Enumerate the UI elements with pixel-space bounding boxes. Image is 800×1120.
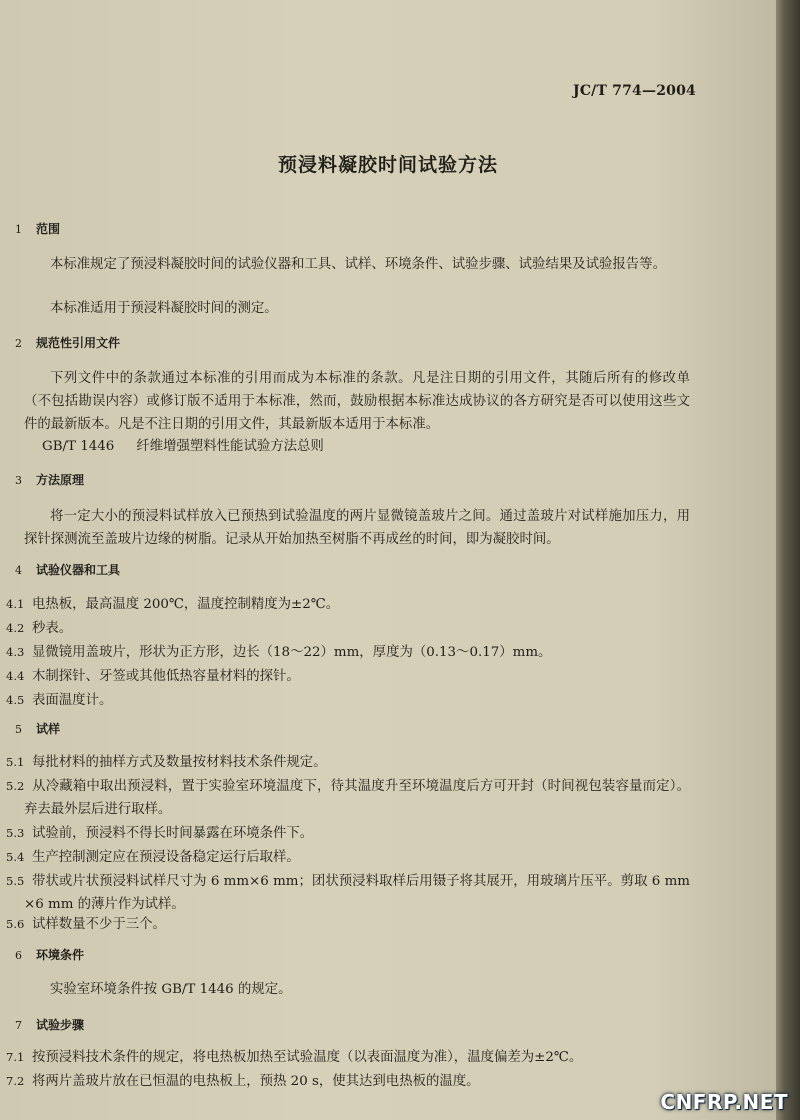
section-5-heading: 5 试样: [15, 722, 61, 736]
section-1-heading: 1 范围: [15, 222, 61, 236]
section-1-paragraph-2: 本标准适用于预浸料凝胶时间的测定。: [50, 301, 278, 316]
section-4-heading: 4 试验仪器和工具: [15, 563, 121, 577]
section-7-heading: 7 试验步骤: [15, 1018, 85, 1032]
clause-5-3: 5.3 试验前，预浸料不得长时间暴露在环境条件下。: [6, 826, 314, 841]
section-1-paragraph-1: 本标准规定了预浸料凝胶时间的试验仪器和工具、试样、环境条件、试验步骤、试验结果及试验报告等。: [50, 257, 666, 272]
book-binding-edge: [776, 0, 800, 1120]
clause-4-2: 4.2 秒表。: [6, 621, 73, 636]
site-watermark-logo: CNFRP.NET: [660, 1090, 788, 1114]
normative-reference: [42, 435, 324, 454]
clause-4-5: 4.5 表面温度计。: [6, 693, 113, 708]
section-6-heading: 6 环境条件: [15, 948, 85, 962]
clause-4-1: 4.1 电热板，最高温度 200℃，温度控制精度为±2℃。: [6, 597, 340, 612]
section-3-paragraph-1: 将一定大小的预浸料试样放入已预热到试验温度的两片显微镜盖玻片之间。通过盖玻片对试样施加压力，用探针探测流至盖玻片边缘的树脂。记录从开始加热至树脂不再成丝的时间，即为凝胶时间。: [24, 509, 690, 547]
clause-5-6: 5.6 试样数量不少于三个。: [6, 917, 166, 932]
document-title: 预浸料凝胶时间试验方法: [277, 154, 498, 176]
clause-5-1: 5.1 每批材料的抽样方式及数量按材料技术条件规定。: [6, 755, 327, 770]
clause-7-1: 7.1 按预浸料技术条件的规定，将电热板加热至试验温度（以表面温度为准），温度偏差为±2℃。: [6, 1050, 583, 1065]
reference-title: 纤维增强塑料性能试验方法总则: [136, 439, 324, 454]
clause-5-4: 5.4 生产控制测定应在预浸设备稳定运行后取样。: [6, 850, 300, 865]
section-6-paragraph-1: 实验室环境条件按 GB/T 1446 的规定。: [50, 982, 292, 997]
section-2-paragraph-1: 下列文件中的条款通过本标准的引用而成为本标准的条款。凡是注日期的引用文件，其随后所有的修改单（不包括勘误内容）或修订版不适用于本标准，然而，鼓励根据本标准达成协议的各方研究是否可以使用这些文件的最新版本。凡是不注日期的引用文件，其最新版本适用于本标准。: [24, 371, 690, 432]
clause-5-5: 5.5 带状或片状预浸料试样尺寸为 6 mm×6 mm；团状预浸料取样后用镊子将其展开，用玻璃片压平。剪取 6 mm×6 mm 的薄片作为试样。: [6, 874, 690, 912]
clause-7-2: 7.2 将两片盖玻片放在已恒温的电热板上，预热 20 s，使其达到电热板的温度。: [6, 1074, 480, 1089]
clause-5-2: 5.2 从冷藏箱中取出预浸料，置于实验室环境温度下，待其温度升至环境温度后方可开封（时间视包装容量而定）。弃去最外层后进行取样。: [6, 779, 690, 817]
standard-number: JC/T 774—2004: [573, 83, 696, 99]
clause-4-4: 4.4 木制探针、牙签或其他低热容量材料的探针。: [6, 669, 300, 684]
reference-code: GB/T 1446: [42, 439, 115, 454]
clause-4-3: 4.3 显微镜用盖玻片，形状为正方形，边长（18～22）mm，厚度为（0.13～0.17）mm。: [6, 645, 552, 660]
section-2-heading: 2 规范性引用文件: [15, 336, 121, 350]
section-3-heading: 3 方法原理: [15, 473, 85, 487]
